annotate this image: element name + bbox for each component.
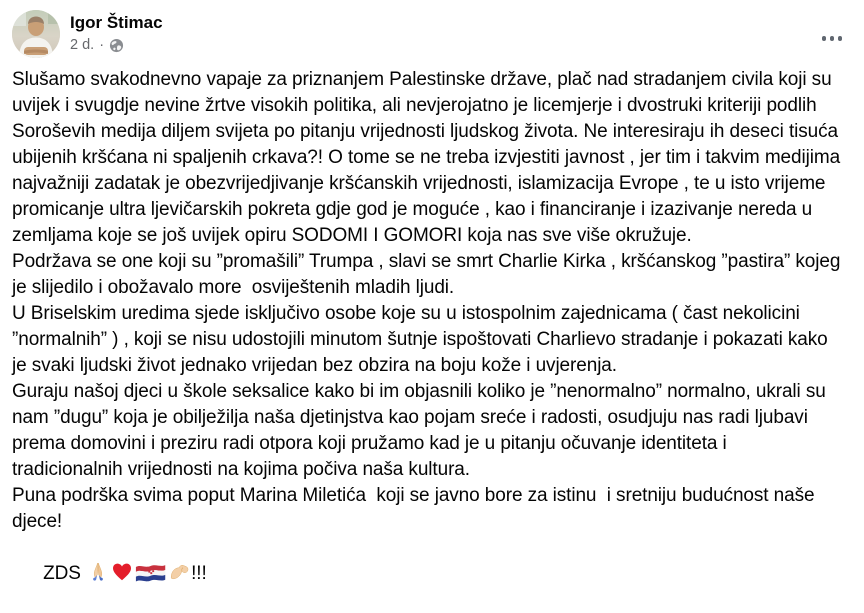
ellipsis-dot: [830, 36, 835, 41]
folded-hands-emoji: [87, 561, 109, 583]
post-header: [0, 0, 864, 58]
globe-public-icon: [109, 38, 124, 53]
post-paragraph: Puna podrška svima poput Marina Miletića koji se javno bore za istinu i sretniju budućnost naše djece!: [12, 485, 820, 532]
post-paragraph: Slušamo svakodnevno vapaje za priznanjem Palestinske države, plač nad stradanjem civila koji su uvijek i svugdje nevine žrtve visokih politika, ali nevjerojatno je licemjerje i dvostruki kriteriji podlih Soroševih medija diljem svijeta po pitanju vrijednosti ljudskog života. Ne interesiraju ih deseci tisuća ubijenih kršćana ni spaljenih crkava?! O tome se ne treba izvjestiti javnost , jer tim i takvim medijima najvažniji zadatak je obezvrijedjivanje kršćanskih vrijednosti, islamizacija Evrope , te u isto vrijeme promicanje ultra ljevičarskih pokreta gdje god je moguće , kao i financiranje i izazivanje nereda u zemljama koje se još uvijek opiru SODOMI I GOMORI koja nas sve više okružuje.: [12, 69, 846, 246]
post-paragraph: U Briselskim uredima sjede isključivo osobe koje su u istospolnim zajednicama ( čast nekolicini ”normalnih” ) , koji se nisu udostojili minutom šutnje ispoštovati Charlievo stradanje i pokazati kako je svaki ljudski život jednako vrijedan bez obzira na boju kože i uvjerenja.: [12, 303, 833, 376]
more-options-button[interactable]: [816, 26, 849, 51]
meta-separator: ·: [99, 37, 105, 54]
header-info: [70, 10, 163, 53]
post-signoff: [12, 535, 842, 613]
red-heart-emoji: [111, 561, 133, 583]
timestamp[interactable]: 2 d.: [70, 37, 95, 54]
post-meta[interactable]: [70, 37, 163, 53]
ellipsis-dot: [822, 36, 827, 41]
post-paragraph: Podržava se one koji su ”promašili” Trumpa , slavi se smrt Charlie Kirka , kršćanskog ”pastira” kojeg je slijedilo i obožavalo more osviještenih mladih ljudi.: [12, 251, 846, 298]
croatia-flag-emoji: [135, 561, 166, 583]
ellipsis-dot: [838, 36, 843, 41]
signoff-text: !!!: [191, 563, 207, 584]
flexed-biceps-emoji: [168, 561, 190, 583]
avatar[interactable]: [12, 10, 60, 58]
avatar-photo: [12, 10, 60, 58]
post-text: [0, 58, 864, 613]
post-paragraph: Guraju našoj djeci u škole seksalice kako bi im objasnili koliko je ”nenormalno” normalno, ukrali su nam ”dugu” koja je obilježilja naša djetinjstva kao pojam sreće i radosti, osudjuju nas radi ljubavi prema domovini i preziru radi otpora koji pružamo kad je u pitanju očuvanje identiteta i tradicionalnih vrijednosti na kojima počiva naša kultura.: [12, 381, 831, 480]
author-name[interactable]: Igor Štimac: [70, 13, 163, 32]
signoff-text: ZDS: [43, 563, 86, 584]
